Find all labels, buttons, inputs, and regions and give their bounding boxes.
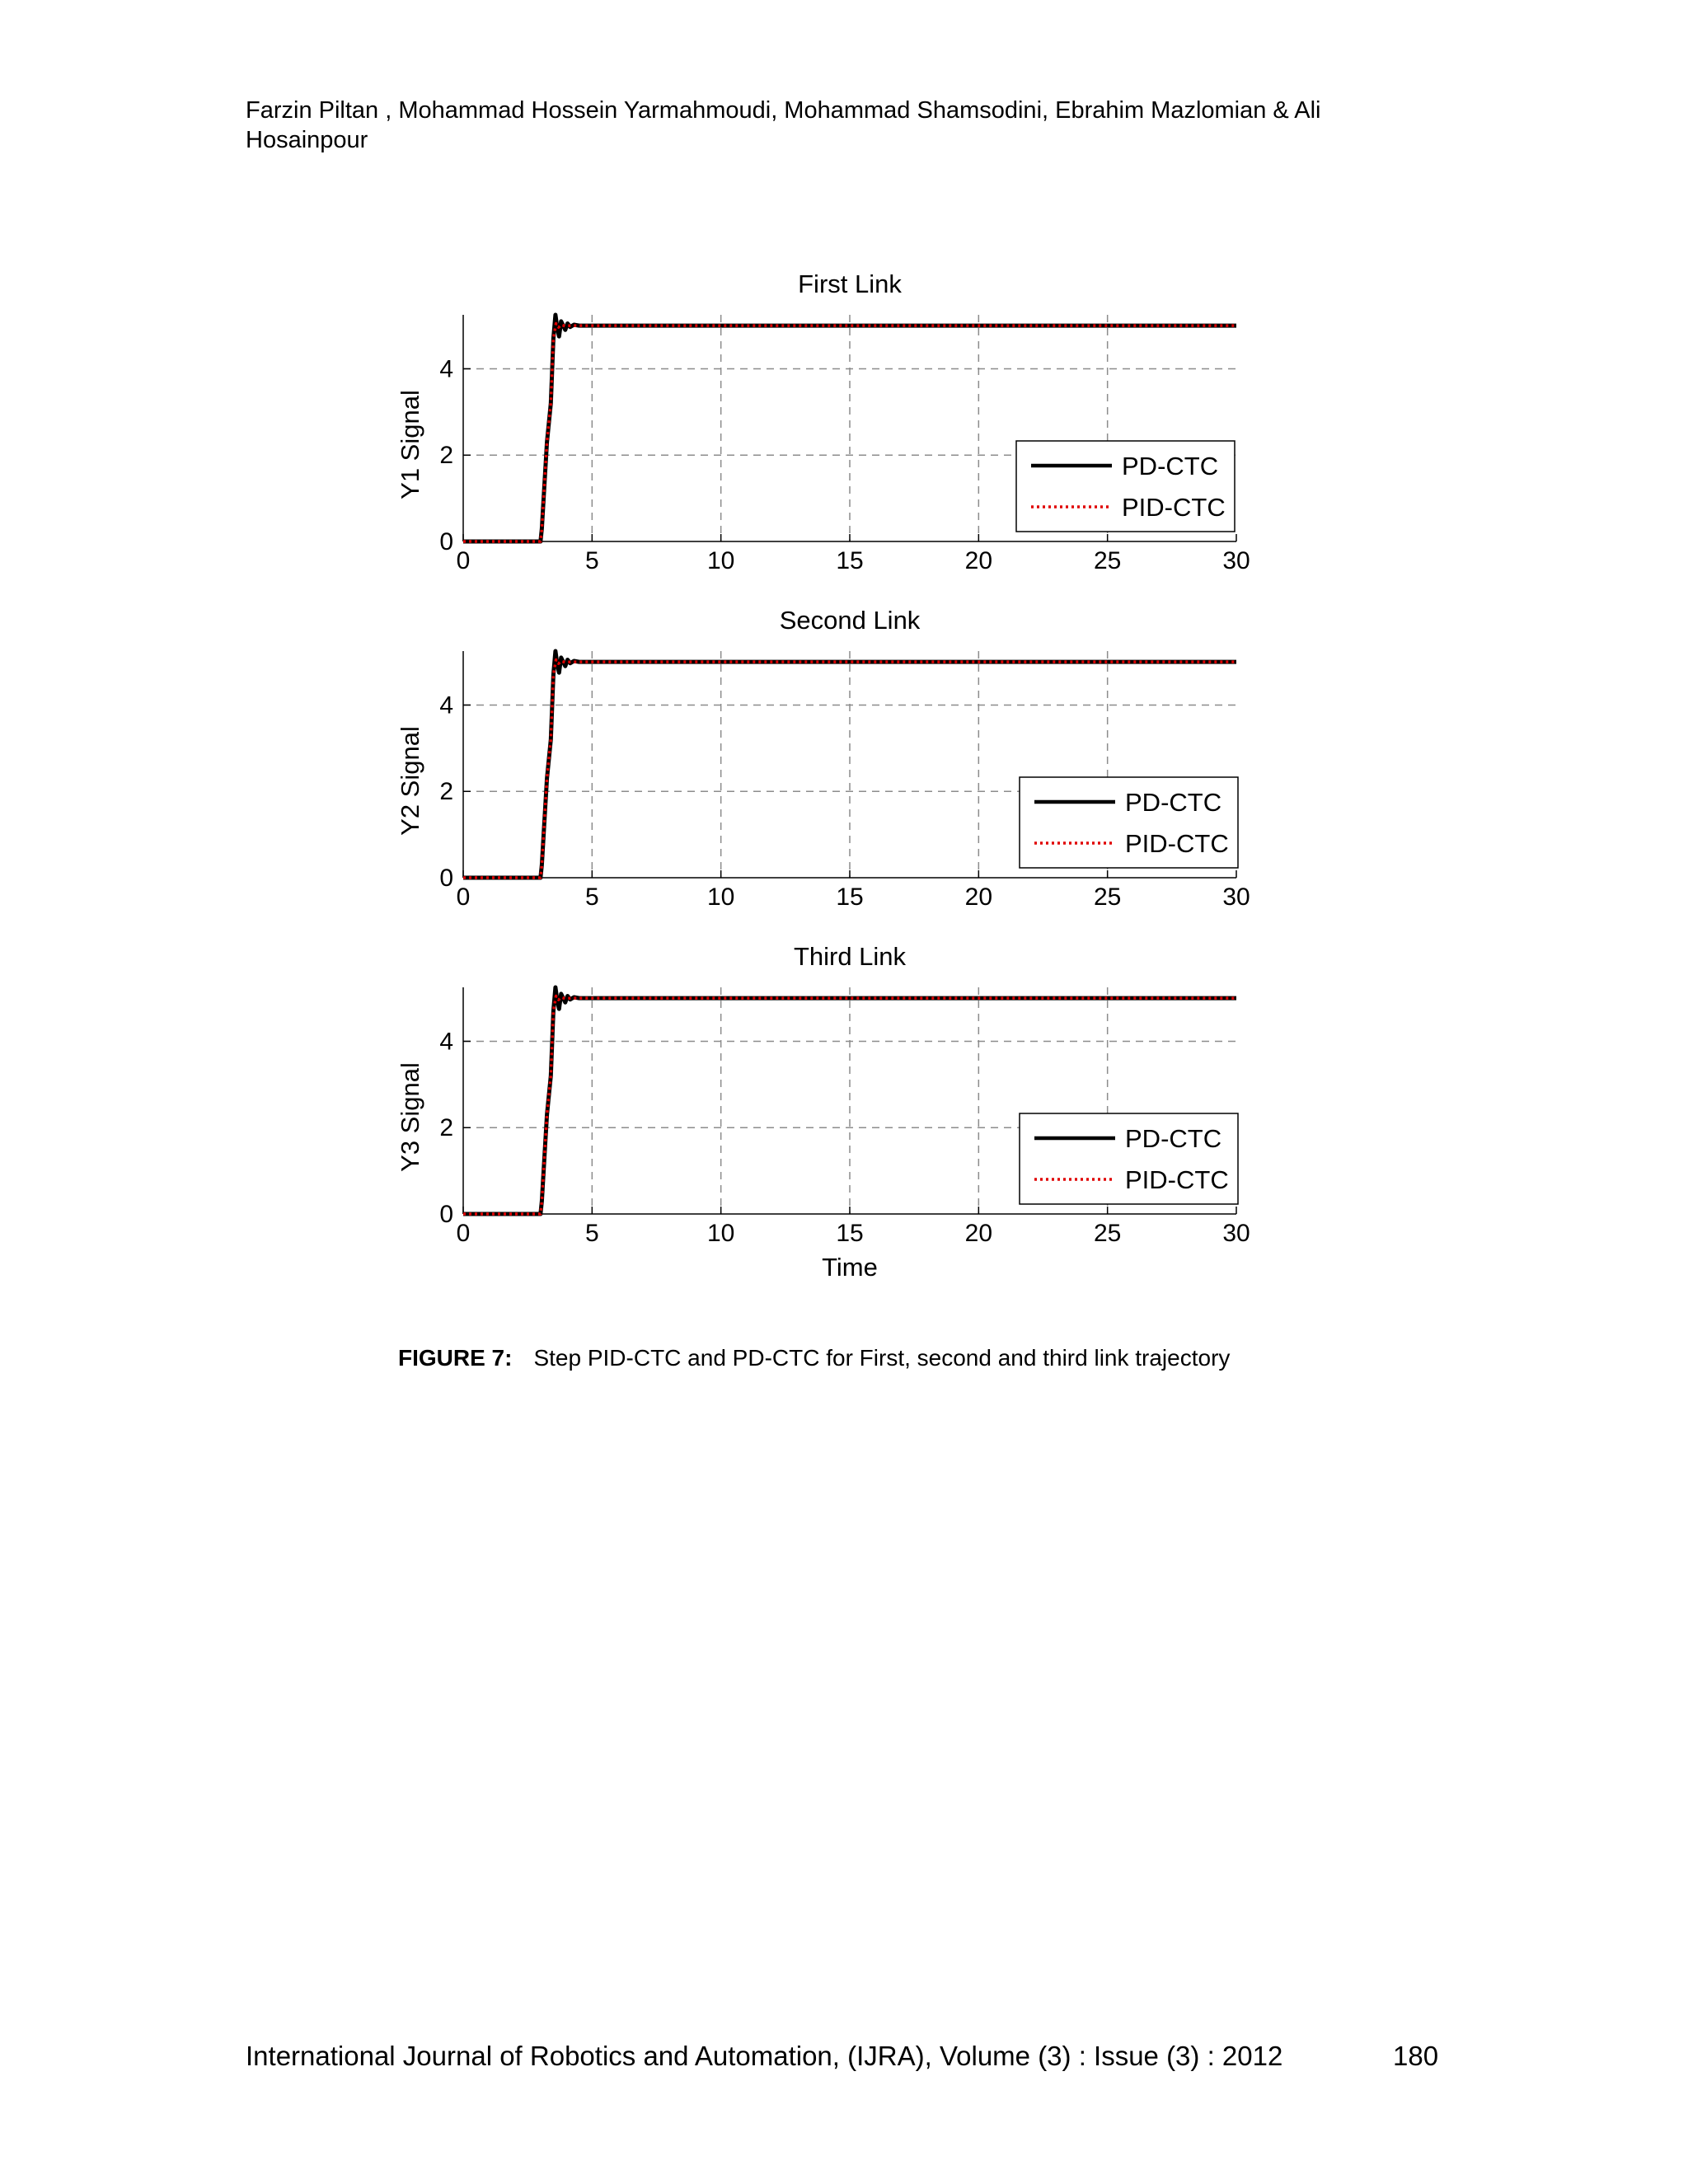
y-tick-label: 0 [439,865,453,892]
x-tick-label: 15 [836,883,864,911]
x-tick-label: 25 [1093,1220,1122,1247]
y-tick-label: 2 [439,442,453,470]
x-tick-label: 25 [1093,547,1122,574]
x-tick-label: 30 [1222,883,1250,911]
x-tick-label: 5 [584,547,599,574]
y-tick-label: 0 [439,528,453,555]
chart-panel-3 [396,942,1250,1282]
legend-label: PD-CTC [1122,452,1219,480]
figure-label: FIGURE 7: [398,1345,513,1371]
x-tick-label: 20 [964,883,993,911]
chart-title: First Link [798,269,902,298]
chart-title: Second Link [779,606,921,635]
chart-panel-1 [396,269,1250,574]
y-axis-label: Y2 Signal [396,726,424,836]
y-tick-label: 2 [439,778,453,806]
x-tick-label: 25 [1093,883,1122,911]
page-footer [246,2041,1439,2072]
x-tick-label: 15 [836,1220,864,1247]
y-tick-label: 4 [439,355,453,383]
y-tick-label: 4 [439,1028,453,1056]
x-tick-label: 0 [456,883,471,911]
chart-panel-2 [396,606,1250,911]
legend-label: PID-CTC [1125,1165,1229,1194]
chart-title: Third Link [793,942,907,971]
x-tick-label: 0 [456,547,471,574]
x-tick-label: 0 [456,1220,471,1247]
x-tick-label: 30 [1222,1220,1250,1247]
legend-label: PID-CTC [1122,493,1226,522]
x-tick-label: 20 [964,547,993,574]
page-number: 180 [1393,2041,1439,2071]
footer-journal: International Journal of Robotics and Automation, (IJRA), Volume (3) : Issue (3) : 2012 [246,2041,1283,2071]
x-tick-label: 5 [584,883,599,911]
y-tick-label: 0 [439,1201,453,1228]
legend-label: PD-CTC [1125,1124,1222,1153]
legend-label: PID-CTC [1125,829,1229,858]
chart-legend [1020,777,1238,868]
x-tick-label: 5 [584,1220,599,1247]
x-tick-label: 10 [706,547,735,574]
legend-label: PD-CTC [1125,788,1222,817]
y-axis-label: Y3 Signal [396,1062,424,1172]
figure-caption [398,1345,1230,1371]
chart-legend [1016,441,1235,532]
y-axis-label: Y1 Signal [396,390,424,499]
chart-legend [1020,1113,1238,1204]
y-tick-label: 4 [439,691,453,719]
x-tick-label: 10 [706,1220,735,1247]
x-tick-label: 30 [1222,547,1250,574]
y-tick-label: 2 [439,1114,453,1142]
x-tick-label: 15 [836,547,864,574]
x-axis-label: Time [822,1253,878,1282]
x-tick-label: 10 [706,883,735,911]
figure-caption-text: Step PID-CTC and PD-CTC for First, second and third link trajectory [533,1345,1231,1371]
x-tick-label: 20 [964,1220,993,1247]
header-authors: Farzin Piltan , Mohammad Hossein Yarmahmoudi, Mohammad Shamsodini, Ebrahim Mazlomian & Ali Hosainpour [246,97,1321,153]
